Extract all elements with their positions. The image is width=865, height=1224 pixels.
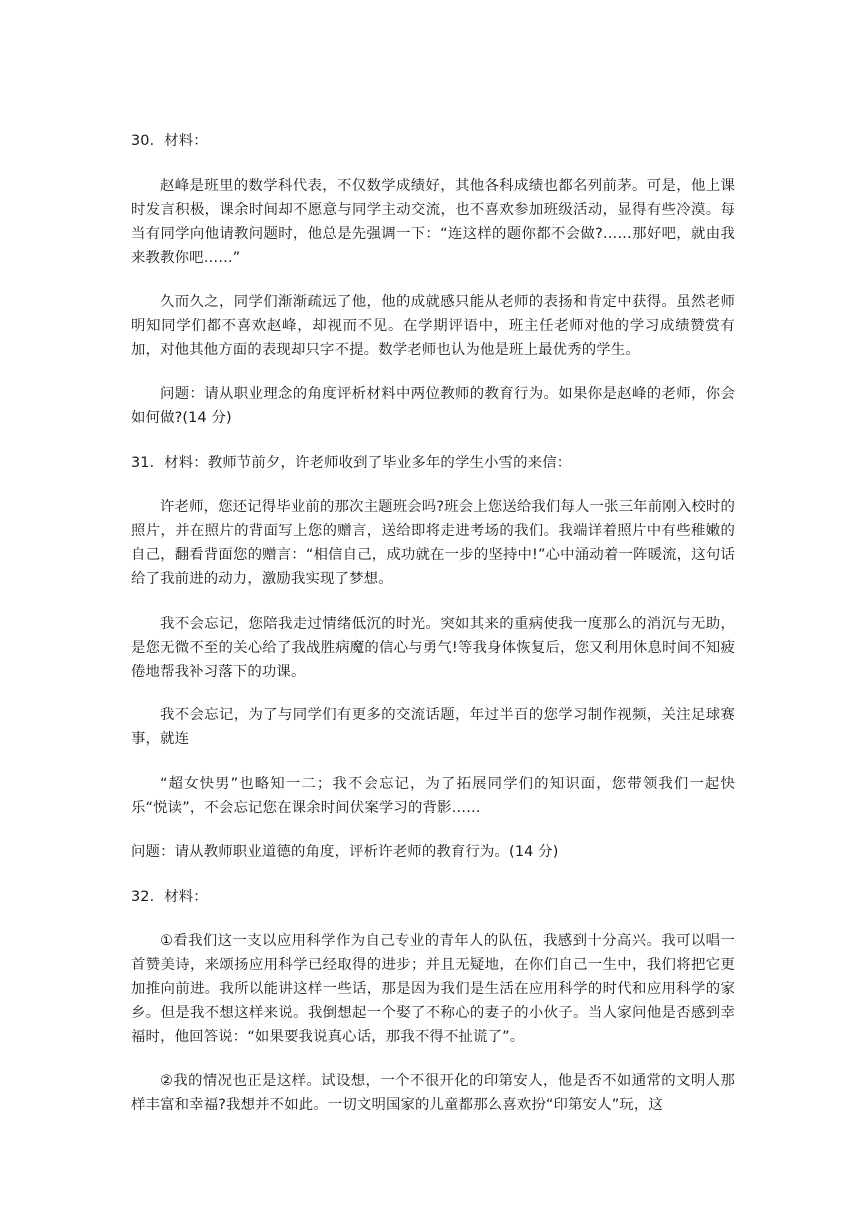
question-31-heading: 31．材料：教师节前夕，许老师收到了毕业多年的学生小雪的来信： (131, 455, 572, 471)
material-32-paragraph-2: ②我的情况也正是这样。试设想，一个不很开化的印第安人，他是否不如通常的文明人那样丰富和幸福?我想并不如此。一切文明国家的儿童都那么喜欢扮“印第安人”玩，这 (131, 1073, 735, 1113)
material-31-paragraph-1: 许老师，您还记得毕业前的那次主题班会吗?班会上您送给我们每人一张三年前刚入校时的照片，并在照片的背面写上您的赠言，送给即将走进考场的我们。我端详着照片中有些稚嫩的自己，翻看背面您的赠言：“相信自己，成功就在一步的坚持中!”心中涌动着一阵暖流，这句话给了我前进的动力，激励我实现了梦想。 (131, 499, 735, 587)
material-30-paragraph-2: 久而久之，同学们渐渐疏远了他，他的成就感只能从老师的表扬和肯定中获得。虽然老师明知同学们都不喜欢赵峰，却视而不见。在学期评语中，班主任老师对他的学习成绩赞赏有加，对他其他方面的表现却只字不提。数学老师也认为他是班上最优秀的学生。 (131, 294, 735, 358)
material-31-paragraph-4: “超女快男”也略知一二；我不会忘记，为了拓展同学们的知识面，您带领我们一起快乐“悦读”，不会忘记您在课余时间伏案学习的背影…… (131, 776, 735, 816)
material-30-paragraph-1: 赵峰是班里的数学科代表，不仅数学成绩好，其他各科成绩也都名列前茅。可是，他上课时发言积极，课余时间却不愿意与同学主动交流，也不喜欢参加班级活动，显得有些冷漠。每当有同学向他请教问题时，他总是先强调一下：“连这样的题你都不会做?……那好吧，就由我来教教你吧……” (131, 178, 735, 266)
question-30-heading: 30．材料： (131, 133, 208, 149)
question-30-prompt: 问题：请从职业理念的角度评析材料中两位教师的教育行为。如果你是赵峰的老师，你会如何做?(14 分) (131, 386, 735, 426)
question-32-heading: 32．材料： (131, 889, 208, 905)
material-31-paragraph-2: 我不会忘记，您陪我走过情绪低沉的时光。突如其来的重病使我一度那么的消沉与无助，是您无微不至的关心给了我战胜病魔的信心与勇气!等我身体恢复后，您又利用休息时间不知疲倦地帮我补习落下的功课。 (131, 616, 735, 680)
material-32-paragraph-1: ①看我们这一支以应用科学作为自己专业的青年人的队伍，我感到十分高兴。我可以唱一首赞美诗，来颂扬应用科学已经取得的进步；并且无疑地，在你们自己一生中，我们将把它更加推向前进。我所以能讲这样一些话，那是因为我们是生活在应用科学的时代和应用科学的家乡。但是我不想这样来说。我倒想起一个娶了不称心的妻子的小伙子。当人家问他是否感到幸福时，他回答说：“如果要我说真心话，那我不得不扯谎了”。 (131, 933, 735, 1045)
question-31-prompt: 问题：请从教师职业道德的角度，评析许老师的教育行为。(14 分) (131, 844, 559, 860)
material-31-paragraph-3: 我不会忘记，为了与同学们有更多的交流话题，年过半百的您学习制作视频，关注足球赛事，就连 (131, 707, 735, 747)
